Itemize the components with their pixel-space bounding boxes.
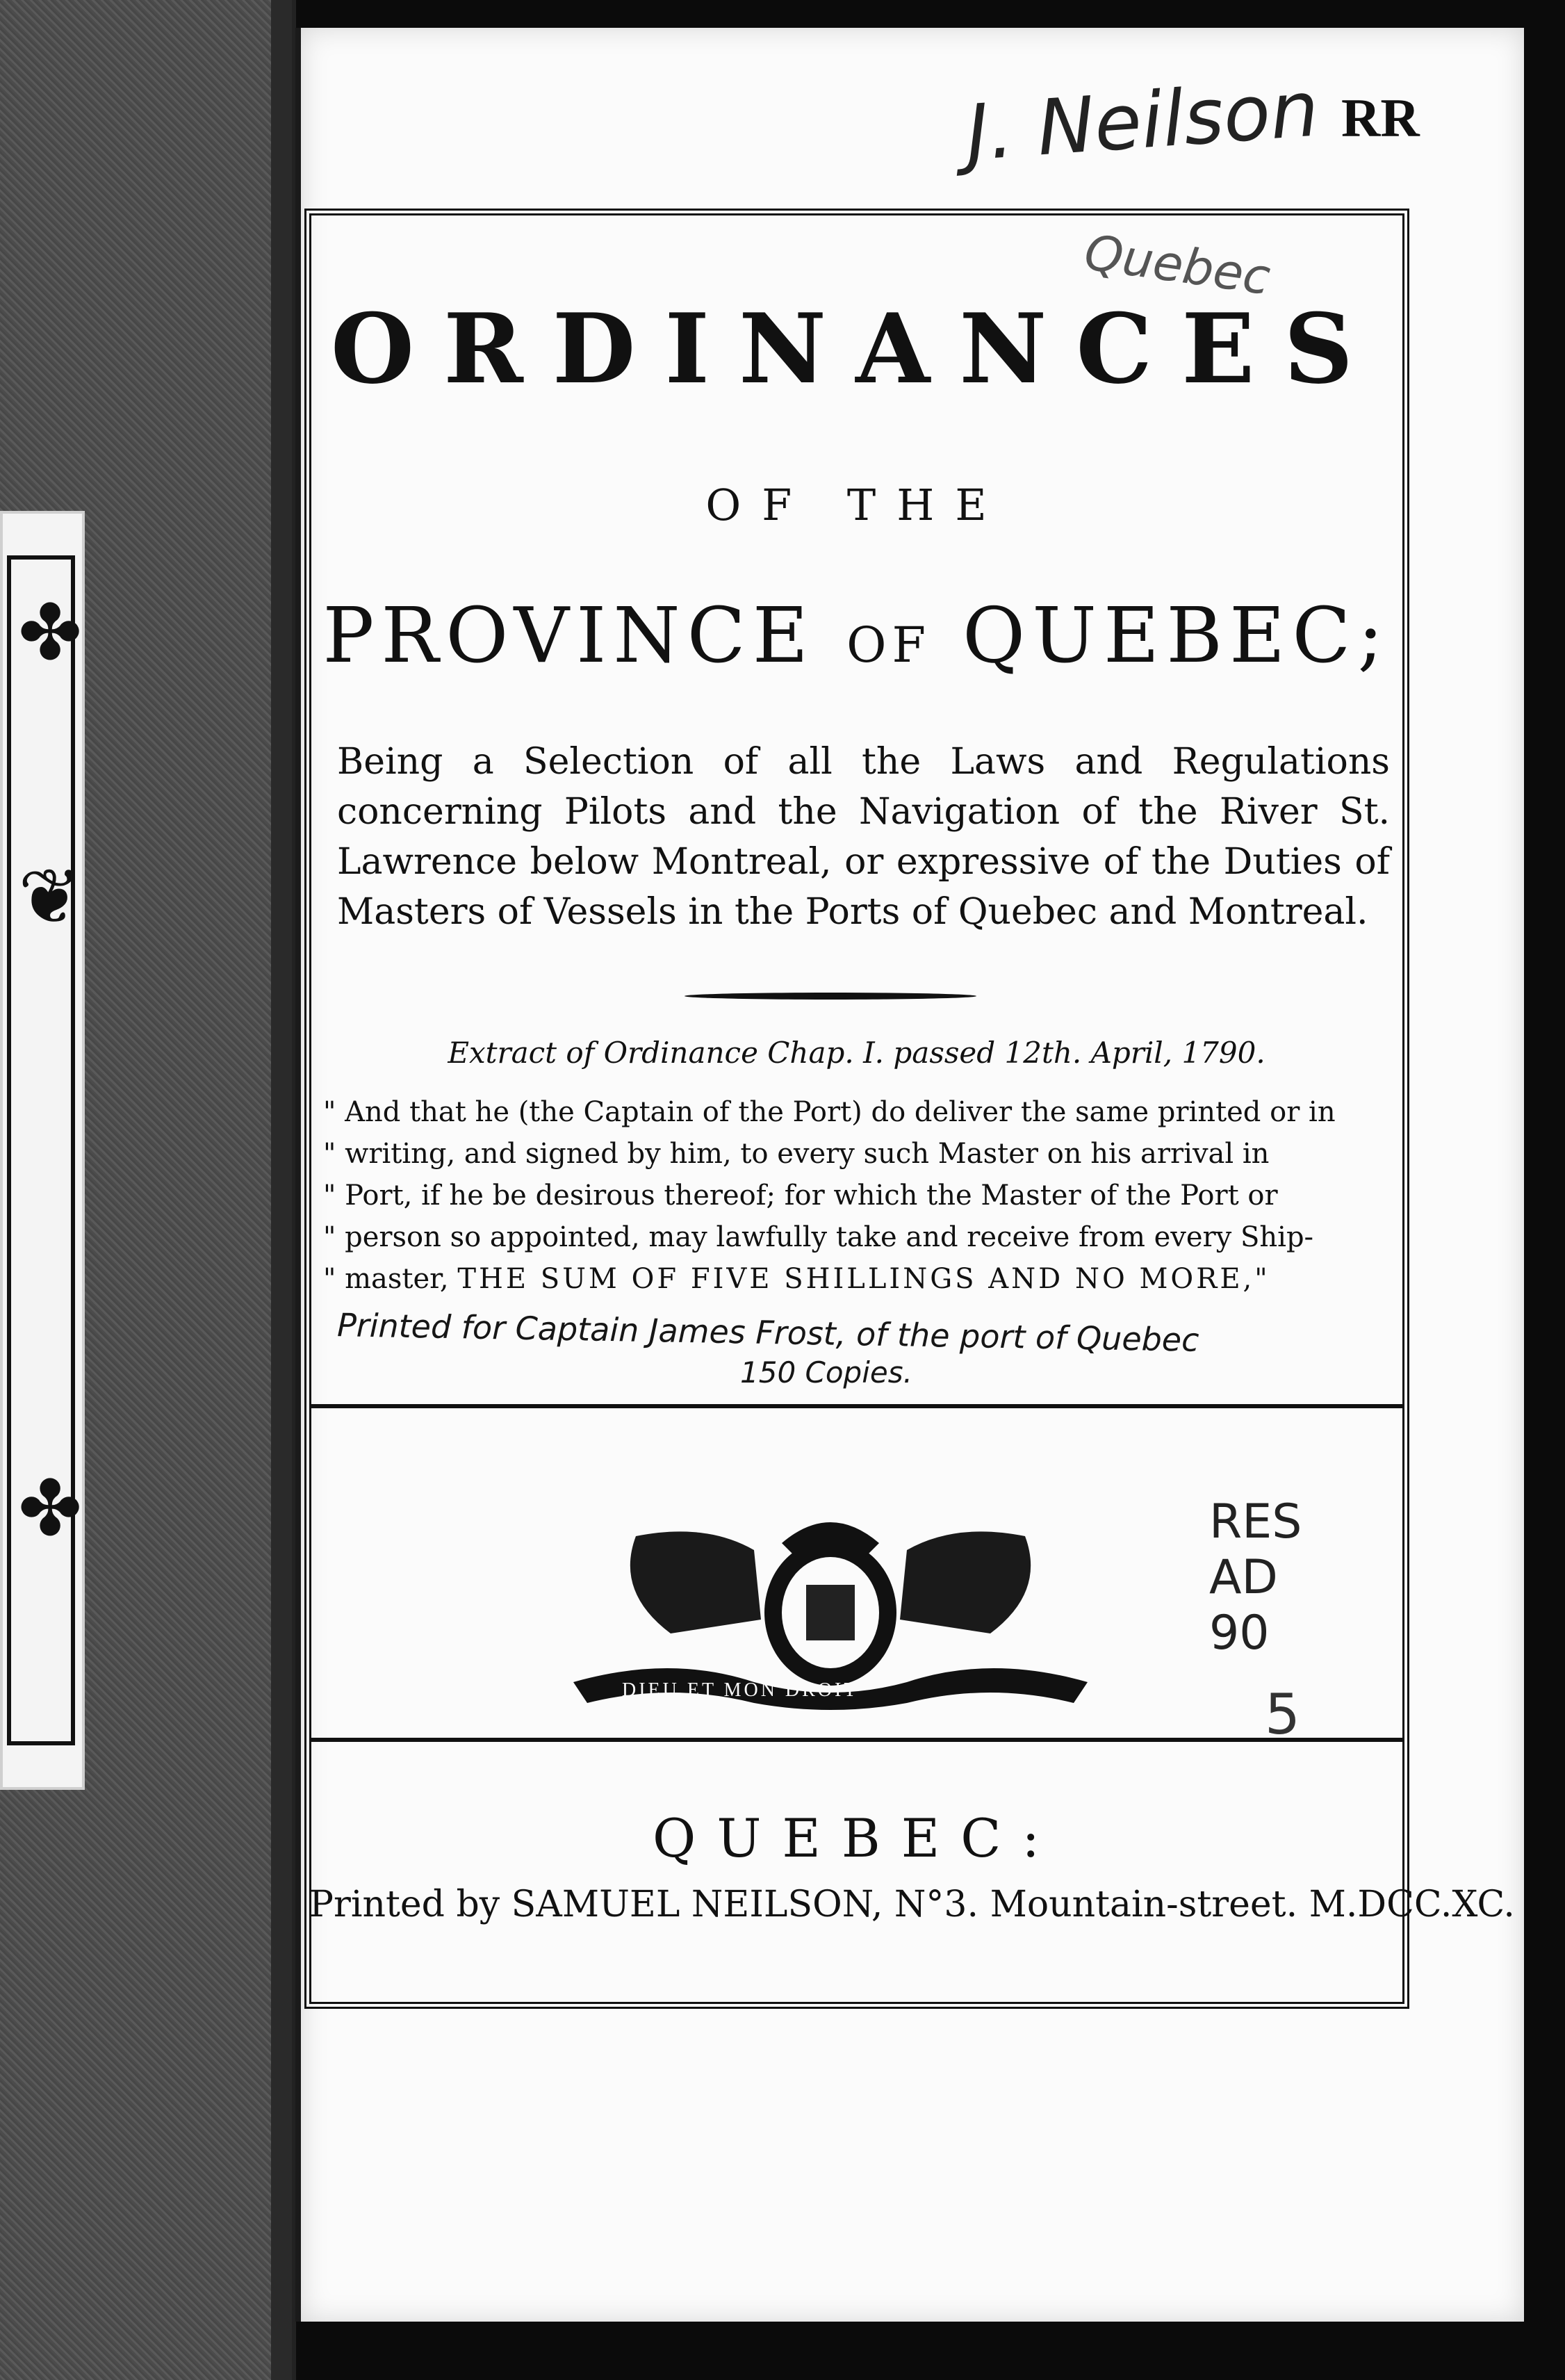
owner-signature: J. Neilson bbox=[963, 64, 1322, 178]
maple-leaf-icon: ✤ bbox=[18, 588, 83, 677]
handwritten-copies: 150 Copies. bbox=[740, 1355, 912, 1389]
quote-line: " person so appointed, may lawfully take and receive from every Ship- bbox=[323, 1221, 1314, 1253]
description-paragraph: Being a Selection of all the Laws and Regulations concerning Pilots and the Navigation of the River St. Lawrence below Montreal, or expressive of the Duties of Masters of Vessels in the Ports of Quebec and Montreal. bbox=[337, 741, 1390, 933]
extract-heading: Extract of Ordinance Chap. I. passed 12th. April, 1790. bbox=[448, 1036, 1265, 1070]
ornamental-rule bbox=[685, 993, 976, 1000]
maple-leaf-icon: ❦ bbox=[18, 852, 83, 941]
shelfmark-line: AD bbox=[1209, 1550, 1278, 1605]
quote-line: " And that he (the Captain of the Port) do deliver the same printed or in bbox=[323, 1096, 1336, 1128]
imprint-place: QUEBEC: bbox=[653, 1807, 1060, 1869]
quote-line-last bbox=[323, 1258, 1390, 1300]
main-title: ORDINANCES bbox=[330, 292, 1383, 405]
province-name: QUEBEC; bbox=[962, 591, 1391, 680]
royal-coat-of-arms bbox=[532, 1494, 1129, 1717]
subtitle-of-the: OF THE bbox=[705, 480, 1008, 530]
divider-rule bbox=[309, 1404, 1404, 1408]
shelfmark bbox=[1209, 1494, 1302, 1661]
bookplate bbox=[0, 511, 85, 1790]
motto: DIEU ET MON DROIT bbox=[622, 1679, 859, 1701]
province-of: OF bbox=[846, 617, 932, 674]
quote-smallcaps: THE SUM OF FIVE SHILLINGS AND NO MORE," bbox=[457, 1263, 1270, 1295]
shelfmark-line: RES bbox=[1209, 1494, 1302, 1549]
quote-line: " writing, and signed by him, to every such Master on his arrival in bbox=[323, 1138, 1270, 1170]
quoted-ordinance bbox=[323, 1091, 1390, 1300]
divider-rule bbox=[309, 1738, 1404, 1742]
shelfmark-extra: 5 bbox=[1265, 1682, 1300, 1747]
quote-line: " master, bbox=[323, 1263, 449, 1295]
province-word: PROVINCE bbox=[322, 591, 816, 680]
bookplate-border bbox=[7, 555, 83, 1745]
library-mark: RR bbox=[1341, 88, 1420, 148]
owner-signature-place: Quebec bbox=[1081, 223, 1274, 307]
title-page-content bbox=[309, 229, 1515, 1981]
quote-line: " Port, if he be desirous thereof; for which the Master of the Port or bbox=[323, 1180, 1278, 1212]
subtitle-province bbox=[309, 591, 1404, 680]
cover-spine-edge bbox=[271, 0, 292, 2380]
handwritten-note: Printed for Captain James Frost, of the port of Quebec bbox=[336, 1306, 1199, 1359]
maple-leaf-icon: ✤ bbox=[18, 1464, 83, 1553]
shelfmark-line: 90 bbox=[1209, 1606, 1270, 1661]
imprint-line: Printed by SAMUEL NEILSON, N°3. Mountain-street. M.DCC.XC. bbox=[309, 1884, 1515, 1925]
